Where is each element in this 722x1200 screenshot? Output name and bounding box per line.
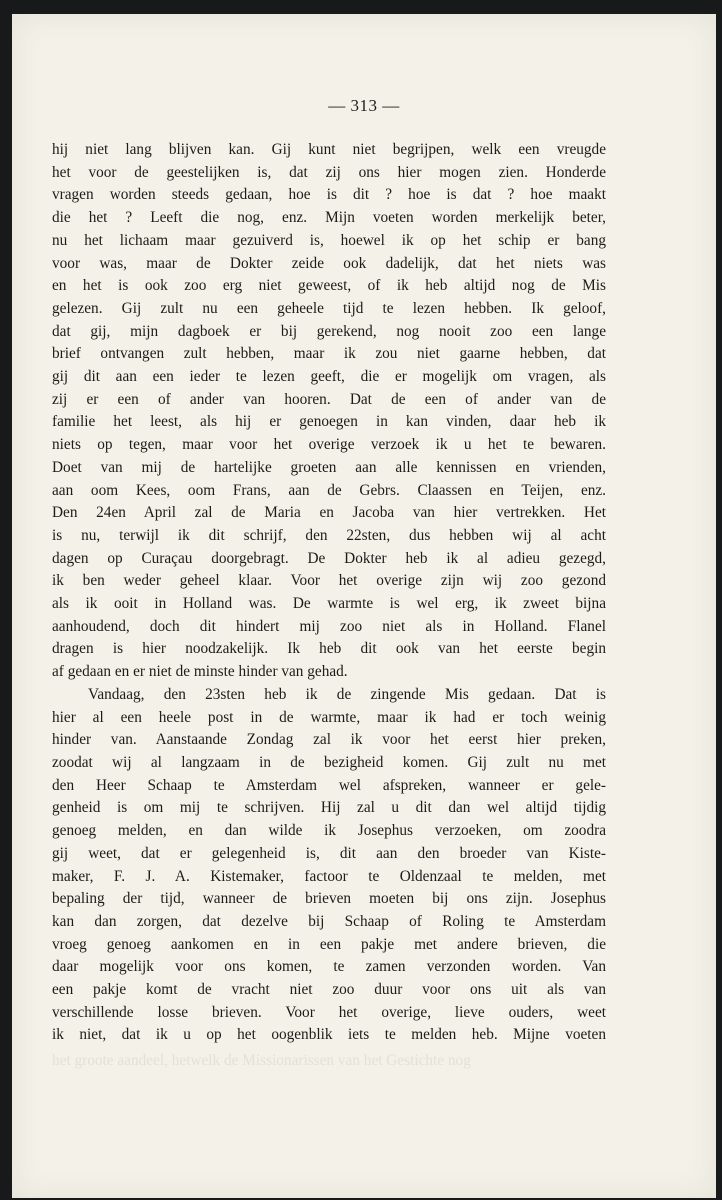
- text-line: voor was, maar de Dokter zeide ook dadelijk, dat het niets was: [52, 254, 606, 272]
- text-line: vragen worden steeds gedaan, hoe is dit ? hoe is dat ? hoe maakt: [52, 186, 606, 204]
- text-line: brief ontvangen zult hebben, maar ik zou niet gaarne hebben, dat: [52, 345, 606, 363]
- text-line: gij dit aan een ieder te lezen geeft, die er mogelijk om vragen, als: [52, 368, 606, 386]
- text-line: Den 24en April zal de Maria en Jacoba van hier vertrekken. Het: [52, 504, 606, 522]
- text-line: zij er een of ander van hooren. Dat de een of ander van de: [52, 390, 606, 408]
- text-line: niets op tegen, maar voor het overige verzoek ik u het te bewaren.: [52, 436, 606, 454]
- text-line: af gedaan en er niet de minste hinder van gehad.: [52, 663, 348, 681]
- text-line: verschillende losse brieven. Voor het overige, lieve ouders, weet: [52, 1003, 606, 1021]
- bleed-through-text: het groote aandeel, hetwelk de Missionarissen van het Gestichte nog: [52, 1052, 471, 1069]
- text-line: familie het leest, als hij er genoegen in kan vinden, daar heb ik: [52, 413, 606, 431]
- book-page: [12, 14, 716, 1198]
- text-line: zoodat wij al langzaam in de bezigheid komen. Gij zult nu met: [52, 753, 606, 771]
- text-line: ik niet, dat ik u op het oogenblik iets te melden heb. Mijne voeten: [52, 1026, 606, 1044]
- text-line: hier al een heele post in de warmte, maar ik had er toch weinig: [52, 708, 606, 726]
- text-line: een pakje komt de vracht niet zoo duur voor ons uit als van: [52, 981, 606, 999]
- text-line: den Heer Schaap te Amsterdam wel afspreken, wanneer er gele-: [52, 776, 606, 794]
- text-line: gij weet, dat er gelegenheid is, dit aan den broeder van Kiste-: [52, 844, 606, 862]
- text-line: aan oom Kees, oom Frans, aan de Gebrs. Claassen en Teijen, enz.: [52, 481, 606, 499]
- text-line: gelezen. Gij zult nu een geheele tijd te lezen hebben. Ik geloof,: [52, 299, 606, 317]
- text-line: vroeg genoeg aankomen en in een pakje met andere brieven, die: [52, 935, 606, 953]
- text-line: ik ben weder geheel klaar. Voor het overige zijn wij zoo gezond: [52, 572, 606, 590]
- text-line: Doet van mij de hartelijke groeten aan alle kennissen en vrienden,: [52, 458, 606, 476]
- text-line: dat gij, mijn dagboek er bij gerekend, nog nooit zoo een lange: [52, 322, 606, 340]
- text-line: genoeg melden, en dan wilde ik Josephus verzoeken, om zoodra: [52, 822, 606, 840]
- text-line: is nu, terwijl ik dit schrijf, den 22sten, dus hebben wij al acht: [52, 526, 606, 544]
- text-line: genheid is om mij te schrijven. Hij zal u dit dan wel altijd tijdig: [52, 799, 606, 817]
- text-line: hij niet lang blijven kan. Gij kunt niet begrijpen, welk een vreugde: [52, 141, 606, 158]
- text-line: kan dan zorgen, dat dezelve bij Schaap of Roling te Amsterdam: [52, 912, 606, 930]
- text-line: aanhoudend, doch dit hindert mij zoo niet als in Holland. Flanel: [52, 617, 606, 635]
- text-line: nu het lichaam maar gezuiverd is, hoewel ik op het schip er bang: [52, 231, 606, 249]
- text-line: bepaling der tijd, wanneer de brieven moeten bij ons zijn. Josephus: [52, 890, 606, 908]
- text-line: dagen op Curaçau doorgebragt. De Dokter heb ik al adieu gezegd,: [52, 549, 606, 567]
- text-line: het voor de geestelijken is, dat zij ons hier mogen zien. Honderde: [52, 163, 606, 181]
- text-line: en het is ook zoo erg niet geweest, of ik heb altijd nog de Mis: [52, 277, 606, 295]
- body-text: [52, 139, 606, 1047]
- text-line: hinder van. Aanstaande Zondag zal ik voor het eerst hier preken,: [52, 731, 606, 749]
- text-line: daar mogelijk voor ons komen, te zamen verzonden worden. Van: [52, 958, 606, 976]
- text-line: dragen is hier noodzakelijk. Ik heb dit ook van het eerste begin: [52, 640, 606, 658]
- text-line: maker, F. J. A. Kistemaker, factoor te Oldenzaal te melden, met: [52, 867, 606, 885]
- text-line: Vandaag, den 23sten heb ik de zingende Mis gedaan. Dat is: [88, 685, 606, 703]
- text-line: die het ? Leeft die nog, enz. Mijn voeten worden merkelijk beter,: [52, 209, 606, 227]
- text-line: als ik ooit in Holland was. De warmte is wel erg, ik zweet bijna: [52, 595, 606, 613]
- page-number: — 313 —: [328, 96, 400, 115]
